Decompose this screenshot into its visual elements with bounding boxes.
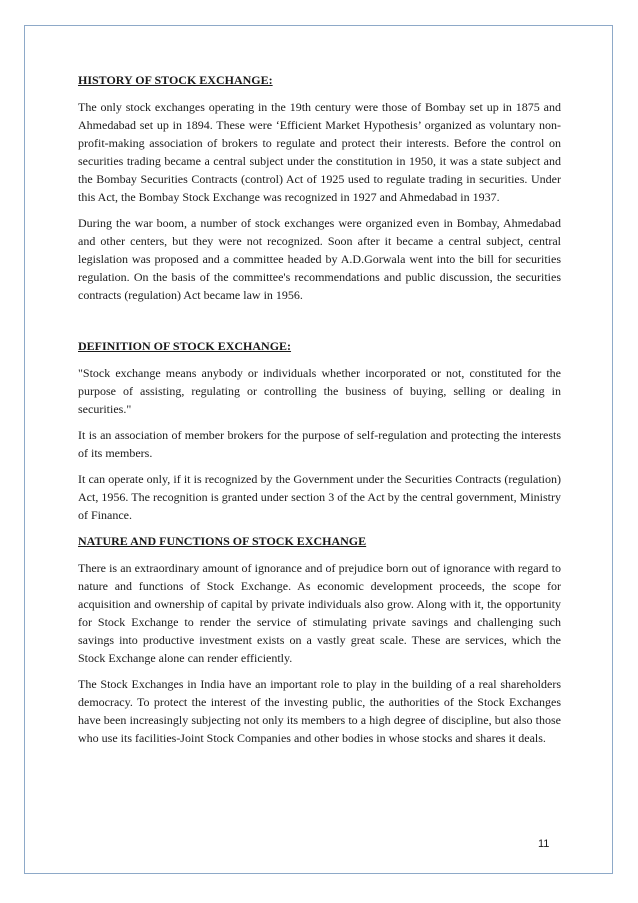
paragraph: It can operate only, if it is recognized by the Government under the Securities Contracts (regulation) Act, 1956. The recognition is granted under section 3 of the Act by the central government, Ministry of Finance.: [78, 472, 561, 522]
paragraph: There is an extraordinary amount of ignorance and of prejudice born out of ignorance with regard to nature and functions of Stock Exchange. As economic development proceeds, the scope for acquisition and ownership of capital by private individuals also grow. Along with it, the opportunity for Stock Exchange to render the service of stimulating private savings and challenging such savings into productive investment exists on a vastly great scale. These are services, which the Stock Exchange alone can render efficiently.: [78, 561, 561, 665]
section-heading-nature-functions: NATURE AND FUNCTIONS OF STOCK EXCHANGE: [78, 534, 367, 548]
paragraph: During the war boom, a number of stock exchanges were organized even in Bombay, Ahmedabad and other centers, but they were not recognized. Soon after it became a central subject, central legislation was proposed and a committee headed by A.D.Gorwala went into the bill for securities regulation. On the basis of the committee's recommendations and public discussion, the securities contracts (regulation) Act became law in 1956.: [78, 216, 561, 302]
page-number: 11: [538, 838, 550, 850]
section-spacer: [78, 312, 561, 337]
paragraph: It is an association of member brokers for the purpose of self-regulation and protecting the interests of its members.: [78, 428, 561, 460]
section-heading-history: HISTORY OF STOCK EXCHANGE:: [78, 73, 273, 87]
section-heading-definition: DEFINITION OF STOCK EXCHANGE:: [78, 339, 292, 353]
document-body: [78, 71, 561, 755]
paragraph: The Stock Exchanges in India have an important role to play in the building of a real shareholders democracy. To protect the interest of the investing public, the authorities of the Stock Exchanges have been increasingly subjecting not only its members to a high degree of discipline, but also those who use its facilities-Joint Stock Companies and other bodies in whose stocks and shares it deals.: [78, 677, 561, 745]
paragraph: "Stock exchange means anybody or individuals whether incorporated or not, constituted for the purpose of assisting, regulating or controlling the business of buying, selling or dealing in securities.": [78, 366, 561, 416]
paragraph: The only stock exchanges operating in the 19th century were those of Bombay set up in 1875 and Ahmedabad set up in 1894. These were ‘Efficient Market Hypothesis’ organized as voluntary non-profit-making association of brokers to regulate and protect their interests. Before the control on securities trading became a central subject under the constitution in 1950, it was a state subject and the Bombay Securities Contracts (control) Act of 1925 used to regulate trading in securities. Under this Act, the Bombay Stock Exchange was recognized in 1927 and Ahmedabad in 1937.: [78, 100, 561, 204]
